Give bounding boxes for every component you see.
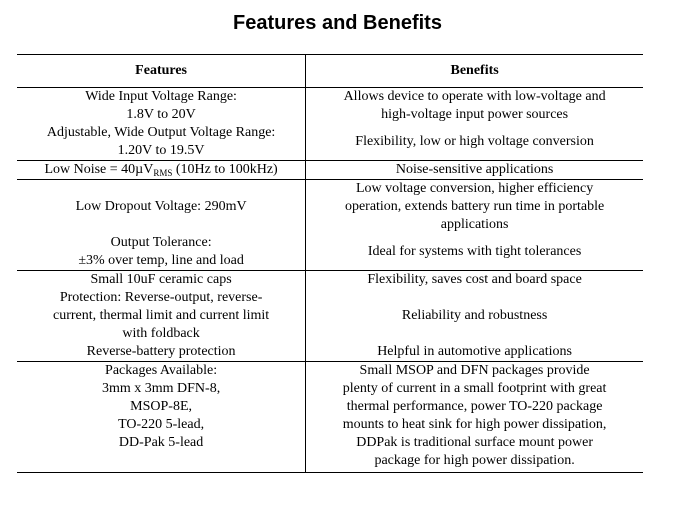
table-row xyxy=(17,234,643,271)
feature-cell: Output Tolerance: ±3% over temp, line and load xyxy=(17,234,306,271)
slide-title: Features and Benefits xyxy=(233,12,442,34)
benefit-cell: Ideal for systems with tight tolerances xyxy=(306,234,643,271)
feature-cell: Packages Available: 3mm x 3mm DFN-8, MSOP-8E, TO-220 5-lead, DD-Pak 5-lead xyxy=(17,362,306,473)
features-header: Features xyxy=(17,55,306,88)
feature-cell: Low Dropout Voltage: 290mV xyxy=(17,180,306,235)
table-row xyxy=(17,124,643,161)
table-row xyxy=(17,343,643,362)
benefits-header: Benefits xyxy=(306,55,643,88)
feature-cell: Protection: Reverse-output, reverse- current, thermal limit and current limit with foldback xyxy=(17,289,306,343)
feature-cell: Small 10uF ceramic caps xyxy=(17,271,306,290)
table-row xyxy=(17,180,643,235)
benefit-cell: Noise-sensitive applications xyxy=(306,161,643,180)
feature-cell: Adjustable, Wide Output Voltage Range: 1.20V to 19.5V xyxy=(17,124,306,161)
table-row xyxy=(17,88,643,125)
benefit-cell: Low voltage conversion, higher efficiency operation, extends battery run time in portable applications xyxy=(344,181,605,232)
benefit-cell: Flexibility, low or high voltage conversion xyxy=(306,124,643,161)
noise-range: (10Hz to 100kHz) xyxy=(172,162,278,177)
feature-cell xyxy=(17,161,306,180)
features-benefits-table xyxy=(17,54,643,473)
feature-cell: Wide Input Voltage Range: 1.8V to 20V xyxy=(17,88,306,125)
feature-cell: Reverse-battery protection xyxy=(17,343,306,362)
table-row xyxy=(17,161,643,180)
table-row xyxy=(17,362,643,473)
benefit-cell: Flexibility, saves cost and board space xyxy=(367,272,582,287)
table-row xyxy=(17,271,643,290)
benefit-cell: Small MSOP and DFN packages provide plenty of current in a small footprint with great thermal performance, power TO-220 package mounts to heat sink for high power dissipation, DDPak is traditional surface mount power package for high power dissipation. xyxy=(306,362,643,473)
rms-subscript: RMS xyxy=(153,168,173,178)
table-header-row xyxy=(17,55,643,88)
noise-label: Low Noise = 40µV xyxy=(44,162,154,177)
benefit-cell: Helpful in automotive applications xyxy=(306,343,643,362)
benefit-cell: Reliability and robustness xyxy=(401,308,548,323)
benefit-cell: Allows device to operate with low-voltage and high-voltage input power sources xyxy=(343,89,606,122)
table-row xyxy=(17,289,643,343)
